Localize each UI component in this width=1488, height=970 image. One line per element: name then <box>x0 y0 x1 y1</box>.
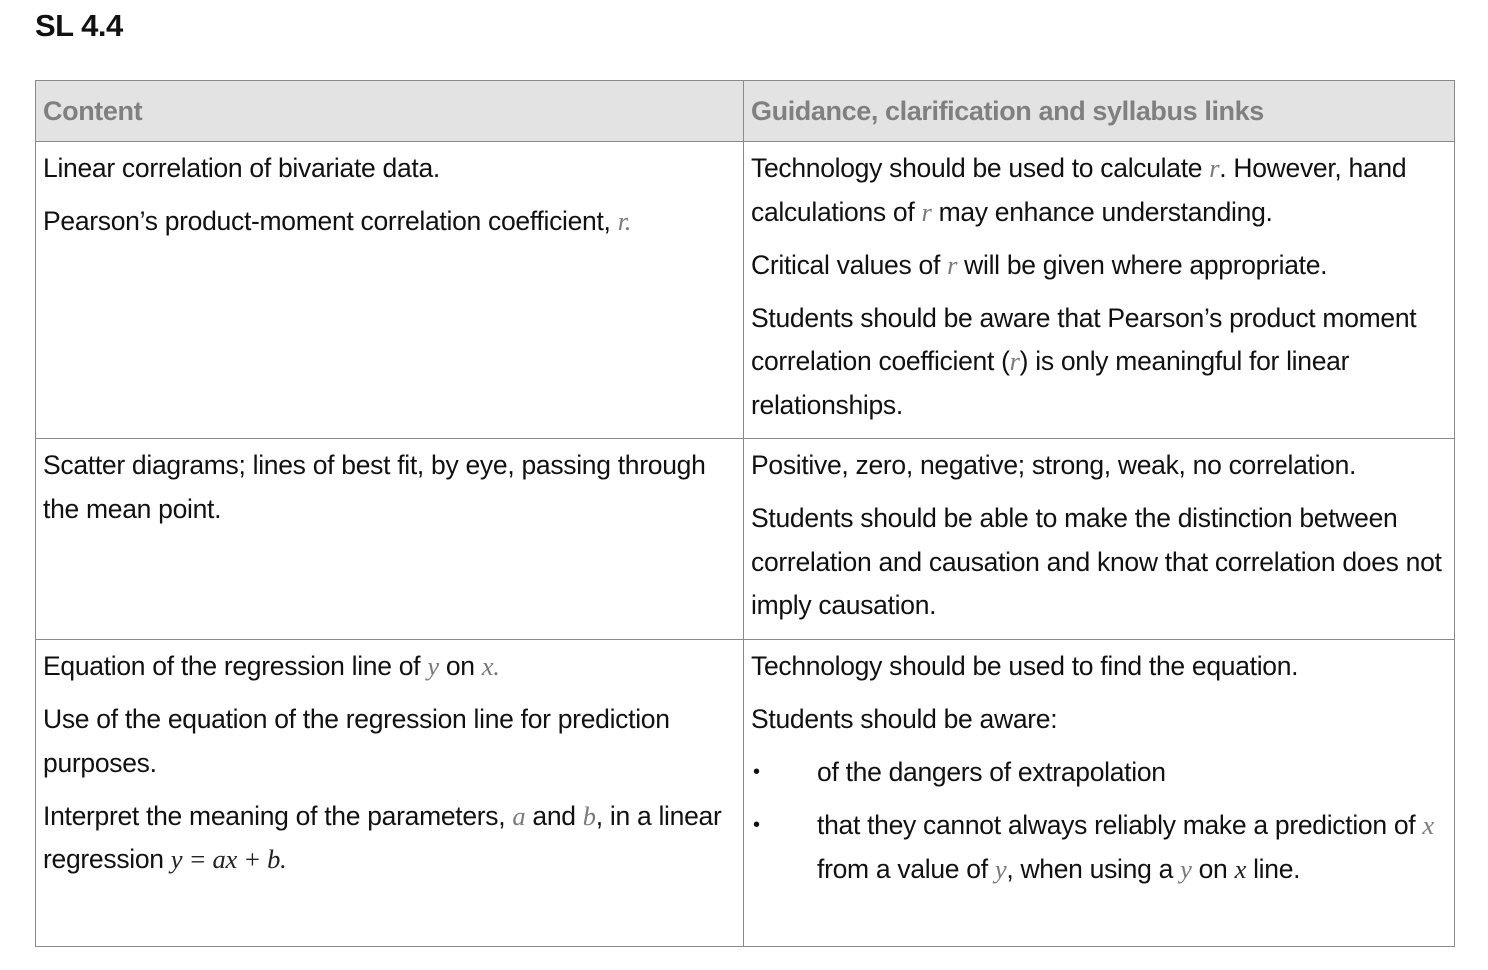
text-run: of the dangers of extrapolation <box>817 757 1166 787</box>
math-variable: r <box>947 249 958 280</box>
table-row <box>36 142 1455 439</box>
header-guidance: Guidance, clarification and syllabus links <box>744 81 1455 142</box>
guidance-paragraph: Students should be able to make the distinction between correlation and causation and know that correlation does not imply causation. <box>751 503 1442 620</box>
guidance-paragraph: Positive, zero, negative; strong, weak, no correlation. <box>751 450 1357 480</box>
page-title: SL 4.4 <box>35 8 123 43</box>
math-variable: r <box>617 206 625 236</box>
text-run: on <box>438 651 482 681</box>
header-content: Content <box>36 81 744 142</box>
guidance-paragraph <box>751 147 1448 234</box>
text-run: , when using a <box>1006 853 1181 884</box>
math-variable: x <box>1234 853 1247 884</box>
table-row <box>36 439 1455 640</box>
content-paragraph <box>43 645 737 689</box>
text-run: ) is only meaningful for linear relationships. <box>751 346 1350 420</box>
text-run: Equation of the regression line of <box>43 651 428 681</box>
bullet-icon: • <box>753 761 760 783</box>
syllabus-table <box>35 80 1455 947</box>
math-variable: r <box>1009 346 1020 376</box>
content-paragraph <box>43 795 737 882</box>
content-paragraph: Scatter diagrams; lines of best fit, by eye, passing through the mean point. <box>43 450 706 524</box>
content-paragraph: Linear correlation of bivariate data. <box>43 153 440 183</box>
text-run: , in a linear regression <box>43 800 722 874</box>
guidance-paragraph <box>751 297 1448 428</box>
text-run: . <box>624 206 632 236</box>
list-item <box>751 804 1448 891</box>
math-variable: x <box>481 651 494 681</box>
text-run: that they cannot always reliably make a prediction of <box>817 810 1423 840</box>
text-run: Technology should be used to calculate <box>751 153 1210 183</box>
guidance-paragraph: Technology should be used to find the equation. <box>751 651 1299 681</box>
math-variable: y <box>994 853 1007 884</box>
content-paragraph: Use of the equation of the regression line for prediction purposes. <box>43 704 670 778</box>
text-run: Critical values of <box>751 249 948 280</box>
text-run: . <box>493 651 500 681</box>
guidance-cell <box>744 439 1455 640</box>
bullet-list <box>751 751 1448 891</box>
table-header-row <box>36 81 1455 142</box>
text-run: . However, hand calculations of <box>751 153 1407 227</box>
guidance-cell <box>744 640 1455 947</box>
text-run: and <box>525 800 583 831</box>
content-cell <box>36 142 744 439</box>
text-run: Pearson’s product-moment correlation coefficient, <box>43 206 618 236</box>
text-run: Students should be aware that Pearson’s product moment correlation coefficient ( <box>751 302 1417 376</box>
list-item <box>751 751 1448 795</box>
guidance-paragraph <box>751 244 1448 288</box>
text-run: line. <box>1246 853 1301 884</box>
text-run: on <box>1191 853 1235 884</box>
guidance-paragraph: Students should be aware: <box>751 704 1058 734</box>
math-variable: a <box>512 800 526 831</box>
text-run: will be given where appropriate. <box>957 249 1328 280</box>
bullet-icon: • <box>753 814 760 836</box>
math-variable: r <box>921 196 932 227</box>
text-run: Interpret the meaning of the parameters, <box>43 800 513 831</box>
math-variable: y <box>427 651 439 681</box>
text-run: may enhance understanding. <box>931 196 1273 227</box>
content-cell <box>36 640 744 947</box>
content-cell <box>36 439 744 640</box>
math-variable: r <box>1209 153 1220 183</box>
content-paragraph <box>43 200 737 244</box>
table-row <box>36 640 1455 947</box>
math-variable: x <box>1422 810 1434 840</box>
guidance-cell <box>744 142 1455 439</box>
text-run: from a value of <box>817 853 995 884</box>
text-run: . <box>280 844 287 874</box>
math-equation: y = ax + b <box>170 844 281 874</box>
math-variable: b <box>582 800 596 831</box>
math-variable: y <box>1180 853 1192 884</box>
